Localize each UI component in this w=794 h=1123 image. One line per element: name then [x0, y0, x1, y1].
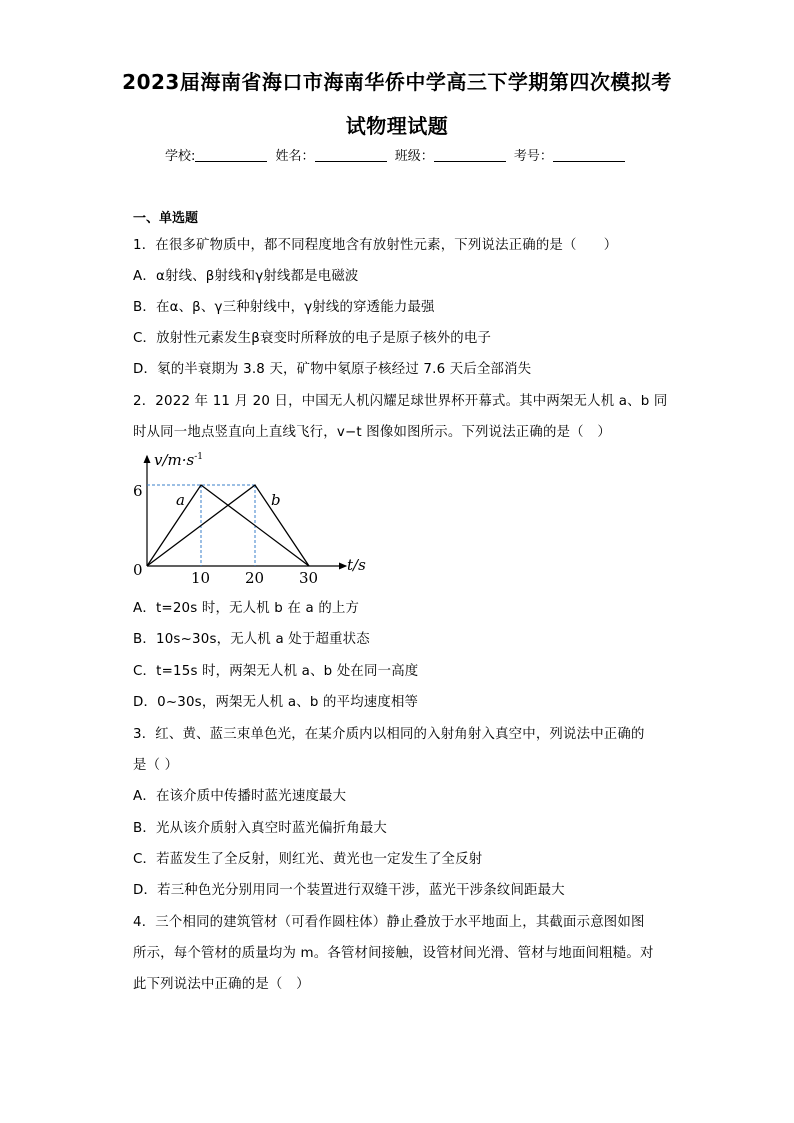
x-axis-label: t/s	[347, 556, 366, 574]
series-a-label: a	[176, 491, 185, 509]
q3-option-c: C．若蓝发生了全反射，则红光、黄光也一定发生了全反射	[133, 852, 483, 867]
name-label: 姓名：	[275, 149, 315, 164]
q3-stem-line1: 3．红、黄、蓝三束单色光，在某介质内以相同的入射角射入真空中，列说法中正确的	[133, 727, 645, 742]
q1-option-c: C．放射性元素发生β衰变时所释放的电子是原子核外的电子	[133, 331, 492, 346]
x-tick-10: 10	[191, 569, 211, 587]
page-title: 2023届海南省海口市海南华侨中学高三下学期第四次模拟考	[122, 70, 672, 94]
series-b-label: b	[271, 491, 281, 509]
y-tick-6: 6	[133, 482, 143, 500]
q3-option-d: D．若三种色光分别用同一个装置进行双缝干涉，蓝光干涉条纹间距最大	[133, 883, 565, 898]
name-blank[interactable]	[315, 147, 387, 162]
class-label: 班级：	[394, 149, 434, 164]
q3-stem-line2: 是（ ）	[133, 758, 179, 773]
q4-stem-line3: 此下列说法中正确的是（ ）	[133, 977, 310, 992]
q2-option-d: D．0~30s，两架无人机 a、b 的平均速度相等	[133, 695, 419, 710]
q2-option-b: B．10s~30s，无人机 a 处于超重状态	[133, 632, 370, 647]
q1-option-d: D．氡的半衰期为 3.8 天，矿物中氡原子核经过 7.6 天后全部消失	[133, 362, 532, 377]
q2-stem-line1: 2．2022 年 11 月 20 日，中国无人机闪耀足球世界杯开幕式。其中两架无人机 a、b 同	[133, 394, 668, 409]
series-b-line	[147, 485, 309, 566]
x-tick-20: 20	[245, 569, 265, 587]
x-tick-30: 30	[299, 569, 319, 587]
q3-option-a: A．在该介质中传播时蓝光速度最大	[133, 789, 347, 804]
section-heading: 一、单选题	[133, 211, 199, 226]
school-label: 学校:	[165, 149, 196, 164]
series-a-line	[147, 485, 309, 566]
q1-option-a: A．α射线、β射线和γ射线都是电磁波	[133, 269, 359, 284]
q2-option-c: C．t=15s 时，两架无人机 a、b 处在同一高度	[133, 664, 419, 679]
school-blank[interactable]	[195, 147, 267, 162]
exam-number-label: 考号：	[513, 149, 553, 164]
q4-stem-line1: 4．三个相同的建筑管材（可看作圆柱体）静止叠放于水平地面上，其截面示意图如图	[133, 915, 645, 930]
y-axis-label: $v/m\cdot s^{-1}$	[154, 451, 203, 469]
q1-stem: 1．在很多矿物质中，都不同程度地含有放射性元素，下列说法正确的是（ ）	[133, 238, 618, 253]
q1-option-b: B．在α、β、γ三种射线中，γ射线的穿透能力最强	[133, 300, 435, 315]
q4-stem-line2: 所示，每个管材的质量均为 m。各管材间接触，设管材间光滑、管材与地面间粗糙。对	[133, 946, 654, 961]
q2-stem-line2: 时从同一地点竖直向上直线飞行，v−t 图像如图所示。下列说法正确的是（ ）	[133, 425, 611, 440]
class-blank[interactable]	[434, 147, 506, 162]
vt-graph	[128, 450, 378, 590]
origin-label: 0	[133, 561, 143, 579]
q2-option-a: A．t=20s 时，无人机 b 在 a 的上方	[133, 601, 360, 616]
exam-number-blank[interactable]	[553, 147, 625, 162]
vt-graph-svg	[128, 450, 378, 590]
q3-option-b: B．光从该介质射入真空时蓝光偏折角最大	[133, 821, 388, 836]
page-title-cont: 试物理试题	[345, 114, 449, 138]
student-info-row	[165, 145, 629, 164]
